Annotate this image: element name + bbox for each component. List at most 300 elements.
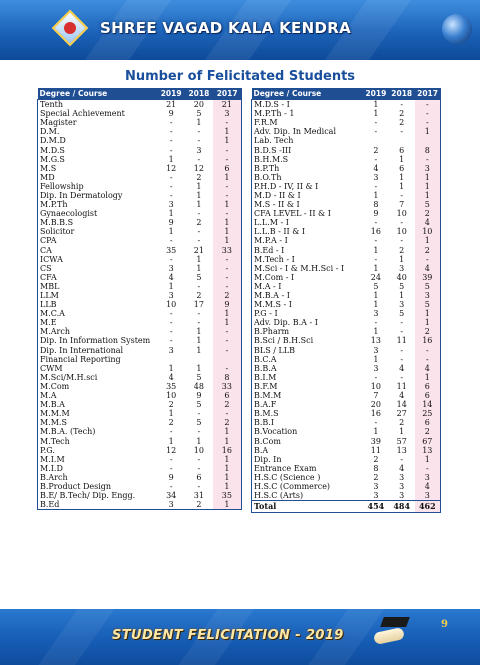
count-2018: 2: [399, 109, 405, 119]
count-2019: 3: [373, 172, 379, 182]
count-2018: -: [400, 372, 404, 382]
course-name: MBL: [40, 281, 60, 291]
count-2017: 1: [415, 309, 441, 318]
count-2019: 4: [168, 272, 174, 282]
count-2018: 3: [399, 491, 405, 501]
course-name: D.M.D: [40, 136, 66, 146]
count-2017: 1: [415, 373, 441, 382]
course-name: B.F.M: [254, 381, 278, 391]
table-row: [38, 464, 242, 473]
count-2018: 5: [399, 309, 405, 319]
count-2017: [415, 136, 441, 145]
count-2019: 16: [370, 227, 381, 237]
count-2019: 3: [373, 363, 379, 373]
course-name: B.E/ B.Tech/ Dip. Engg.: [40, 491, 136, 501]
count-2017: 16: [415, 336, 441, 345]
course-name: M.A - I: [254, 281, 282, 291]
count-2019: 1: [168, 281, 174, 291]
table-row: [252, 173, 441, 182]
course-name: M.I.M: [40, 454, 65, 464]
count-2018: -: [197, 281, 201, 291]
count-2019: 24: [370, 272, 381, 282]
count-2019: 9: [168, 218, 174, 228]
table-row: [252, 145, 441, 154]
count-2018: 4: [399, 391, 405, 401]
count-2017: 2: [213, 291, 242, 300]
count-2019: 10: [166, 391, 177, 401]
count-2019: 2: [168, 400, 174, 410]
count-2017: 5: [415, 300, 441, 309]
course-name: B.Ed - I: [254, 245, 285, 255]
course-name: Dip. In International: [40, 345, 124, 355]
course-name: P.G.: [40, 445, 55, 455]
count-2017: 2: [213, 400, 242, 409]
count-2018: 1: [399, 254, 405, 264]
course-name: Fellowship: [40, 181, 84, 191]
count-2018: -: [197, 227, 201, 237]
count-2017: 1: [213, 236, 242, 245]
table-row: [252, 155, 441, 164]
table-row: [252, 191, 441, 200]
table-row: [252, 455, 441, 464]
count-2018: 9: [196, 391, 202, 401]
table-row: [252, 364, 441, 373]
count-2019: -: [169, 427, 173, 437]
count-2017: -: [415, 355, 441, 364]
count-2018: [389, 136, 415, 145]
count-2018: -: [400, 127, 404, 137]
table-row: [38, 482, 242, 491]
table-row: [252, 418, 441, 427]
count-2018: 1: [399, 427, 405, 437]
count-2018: 1: [196, 263, 202, 273]
count-2019: 4: [373, 163, 379, 173]
count-2018: [185, 355, 213, 364]
count-2017: -: [213, 191, 242, 200]
count-2017: -: [415, 155, 441, 164]
count-2018: 1: [196, 254, 202, 264]
table-row: [252, 209, 441, 218]
count-2018: 3: [399, 472, 405, 482]
count-2019: 3: [168, 500, 174, 510]
count-2017: 14: [415, 400, 441, 409]
table-row: [252, 291, 441, 300]
count-2017: 25: [415, 409, 441, 418]
count-2018: 4: [399, 463, 405, 473]
count-2018: -: [197, 454, 201, 464]
count-2017: -: [213, 209, 242, 218]
count-2017: 3: [415, 473, 441, 482]
count-2017: -: [415, 109, 441, 118]
count-2017: 4: [415, 264, 441, 273]
course-name: M.E: [40, 318, 57, 328]
course-name: B.H.M.S: [254, 154, 289, 164]
count-2019: 12: [166, 163, 177, 173]
count-2017: 6: [213, 164, 242, 173]
table-row: [38, 327, 242, 336]
count-2019: -: [374, 254, 378, 264]
count-2018: -: [197, 427, 201, 437]
table-row: [38, 382, 242, 391]
count-2018: -: [400, 100, 404, 110]
count-2017: 16: [213, 446, 242, 455]
course-name: Financial Reporting: [40, 354, 121, 364]
course-name: M.M.M: [40, 409, 70, 419]
count-2017: 5: [415, 282, 441, 291]
count-2017: -: [213, 145, 242, 154]
count-2017: 1: [213, 318, 242, 327]
course-name: M.A: [40, 391, 57, 401]
course-name: B.Sci / B.H.Sci: [254, 336, 314, 346]
count-2019: 2: [373, 145, 379, 155]
count-2019: -: [374, 236, 378, 246]
table-row: [252, 327, 441, 336]
count-2017: 4: [415, 364, 441, 373]
count-2017: -: [415, 255, 441, 264]
course-name: B.B.A: [254, 363, 277, 373]
count-2017: 1: [415, 318, 441, 327]
count-2018: -: [197, 236, 201, 246]
table-row: [252, 100, 441, 110]
table-row: [38, 409, 242, 418]
count-2018: 1: [196, 200, 202, 210]
table-row: [38, 391, 242, 400]
table-row: [38, 136, 242, 145]
course-name: P.G - I: [254, 309, 278, 319]
course-name: B.A.F: [254, 400, 277, 410]
count-2019: -: [169, 190, 173, 200]
count-2019: -: [169, 118, 173, 128]
count-2017: 33: [213, 382, 242, 391]
course-name: H.S.C (Arts): [254, 491, 304, 501]
course-name: M.M.S - I: [254, 300, 292, 310]
count-2019: 1: [373, 190, 379, 200]
count-2018: 21: [193, 245, 204, 255]
count-2018: 10: [396, 227, 407, 237]
table-row: [252, 200, 441, 209]
course-name: M.B.A: [40, 400, 65, 410]
table-row: [38, 309, 242, 318]
table-row: [38, 145, 242, 154]
count-2017: [213, 355, 242, 364]
count-2018: 1: [196, 363, 202, 373]
course-name: M.B.A. (Tech): [40, 427, 96, 437]
year-2017-header: 2017: [213, 88, 242, 100]
count-2018: 5: [196, 400, 202, 410]
count-2019: 16: [370, 409, 381, 419]
table-row: [38, 100, 242, 110]
course-name: Special Achievement: [40, 109, 125, 119]
count-2019: -: [169, 236, 173, 246]
course-name: F.R.M: [254, 118, 278, 128]
page-number: 9: [441, 619, 448, 630]
course-name: M.P.Th: [40, 200, 68, 210]
count-2017: 1: [213, 427, 242, 436]
course-name: B.Vocation: [254, 427, 298, 437]
table-row: [252, 109, 441, 118]
count-2017: -: [415, 100, 441, 110]
table-row: [252, 309, 441, 318]
count-2019: -: [169, 136, 173, 146]
table-row: [38, 227, 242, 236]
total-label: Total: [252, 501, 363, 513]
graduation-cap-icon: [380, 617, 410, 627]
table-row: [252, 236, 441, 245]
header-title: SHREE VAGAD KALA KENDRA: [100, 19, 351, 37]
count-2018: -: [400, 236, 404, 246]
count-2019: -: [374, 118, 378, 128]
count-2017: 2: [415, 427, 441, 436]
count-2019: 9: [168, 472, 174, 482]
count-2017: 2: [415, 327, 441, 336]
course-name: Dip. In Dermatology: [40, 190, 123, 200]
count-2017: -: [213, 273, 242, 282]
table-row: [38, 255, 242, 264]
course-name: Lab. Tech: [254, 136, 294, 146]
count-2018: -: [197, 309, 201, 319]
table-row: [38, 355, 242, 364]
table-row: [38, 473, 242, 482]
course-name: Magister: [40, 118, 77, 128]
table-row: [252, 473, 441, 482]
table-row: [252, 182, 441, 191]
count-2017: 1: [213, 455, 242, 464]
total-row: [252, 501, 441, 513]
count-2017: 1: [213, 309, 242, 318]
course-name: BLS / LLB: [254, 345, 295, 355]
count-2019: 12: [166, 445, 177, 455]
course-name: M.D - II & I: [254, 190, 301, 200]
count-2019: -: [169, 127, 173, 137]
count-2019: -: [374, 372, 378, 382]
table-row: [38, 273, 242, 282]
count-2018: 7: [399, 200, 405, 210]
course-name: L.L.M - I: [254, 218, 289, 228]
course-name: B.Pharm: [254, 327, 290, 337]
count-2017: 3: [415, 291, 441, 300]
course-name: B.A: [254, 445, 269, 455]
course-name: CWM: [40, 363, 63, 373]
course-name: B.M.S: [254, 409, 279, 419]
count-2017: 1: [213, 227, 242, 236]
count-2017: 21: [213, 100, 242, 110]
table-row: [38, 491, 242, 500]
table-row: [252, 409, 441, 418]
count-2018: 1: [196, 436, 202, 446]
count-2019: 3: [373, 345, 379, 355]
total-2019: 454: [363, 501, 389, 513]
table-row: [38, 418, 242, 427]
count-2019: 1: [168, 227, 174, 237]
count-2017: -: [213, 255, 242, 264]
course-name: B.Product Design: [40, 481, 112, 491]
count-2019: 3: [168, 263, 174, 273]
table-row: [38, 336, 242, 345]
count-2017: -: [213, 346, 242, 355]
table-row: [252, 218, 441, 227]
table-row: [252, 118, 441, 127]
count-2018: -: [400, 454, 404, 464]
table-row: [38, 200, 242, 209]
course-name: M.C.A: [40, 309, 65, 319]
count-2019: 4: [168, 372, 174, 382]
count-2017: 13: [415, 446, 441, 455]
right-students-table: [251, 88, 441, 513]
count-2018: -: [400, 318, 404, 328]
count-2018: 2: [399, 418, 405, 428]
count-2018: 5: [196, 109, 202, 119]
count-2018: 5: [399, 281, 405, 291]
course-column-header: Degree / Course: [252, 88, 363, 100]
table-row: [38, 173, 242, 182]
table-row: [252, 346, 441, 355]
count-2017: 1: [213, 473, 242, 482]
count-2017: 8: [213, 373, 242, 382]
count-2018: 57: [396, 436, 407, 446]
count-2019: 34: [166, 491, 177, 501]
count-2018: 20: [193, 100, 204, 110]
count-2018: 6: [399, 145, 405, 155]
table-row: [252, 373, 441, 382]
course-name: B.O.Th: [254, 172, 282, 182]
count-2017: -: [213, 264, 242, 273]
count-2019: 3: [168, 200, 174, 210]
year-2018-header: 2018: [389, 88, 415, 100]
table-row: [38, 436, 242, 445]
course-name: CPA: [40, 236, 57, 246]
count-2018: 2: [196, 172, 202, 182]
count-2017: 1: [213, 482, 242, 491]
count-2018: -: [400, 190, 404, 200]
course-name: M.M.S: [40, 418, 67, 428]
count-2019: 20: [370, 400, 381, 410]
course-name: M.I.D: [40, 463, 63, 473]
count-2018: 1: [399, 172, 405, 182]
table-header-row: [38, 88, 242, 100]
table-row: [252, 400, 441, 409]
count-2018: -: [197, 136, 201, 146]
year-2018-header: 2018: [185, 88, 213, 100]
table-row: [38, 346, 242, 355]
table-row: [252, 318, 441, 327]
count-2018: 6: [196, 472, 202, 482]
count-2018: 2: [196, 291, 202, 301]
course-name: B.Com: [254, 436, 281, 446]
table-row: [252, 382, 441, 391]
count-2019: 2: [168, 418, 174, 428]
course-name: CA: [40, 245, 52, 255]
table-row: [38, 364, 242, 373]
count-2019: -: [169, 172, 173, 182]
table-row: [38, 118, 242, 127]
count-2017: 1: [415, 173, 441, 182]
count-2018: 2: [399, 118, 405, 128]
count-2018: 11: [396, 381, 407, 391]
table-row: [252, 264, 441, 273]
table-row: [252, 273, 441, 282]
count-2017: 1: [415, 455, 441, 464]
table-row: [38, 127, 242, 136]
table-row: [38, 264, 242, 273]
table-row: [38, 446, 242, 455]
course-name: M.G.S: [40, 154, 65, 164]
count-2017: 1: [415, 127, 441, 136]
table-row: [252, 391, 441, 400]
course-name: M.Tech: [40, 436, 70, 446]
count-2018: 1: [196, 181, 202, 191]
count-2019: 1: [373, 263, 379, 273]
course-name: M.S: [40, 163, 57, 173]
count-2019: 1: [373, 245, 379, 255]
count-2018: 5: [196, 372, 202, 382]
count-2019: 9: [168, 109, 174, 119]
course-name: H.S.C (Commerce): [254, 481, 331, 491]
count-2017: -: [213, 118, 242, 127]
count-2018: 2: [399, 245, 405, 255]
table-row: [38, 427, 242, 436]
count-2018: 31: [193, 491, 204, 501]
course-column-header: Degree / Course: [38, 88, 158, 100]
count-2019: 8: [373, 200, 379, 210]
table-row: [252, 355, 441, 364]
count-2019: 8: [373, 463, 379, 473]
course-name: B.Ed: [40, 500, 60, 510]
count-2019: 1: [168, 363, 174, 373]
count-2017: 1: [415, 236, 441, 245]
count-2017: 67: [415, 436, 441, 445]
course-name: M.S - II & I: [254, 200, 300, 210]
count-2018: 5: [196, 418, 202, 428]
count-2017: -: [213, 282, 242, 291]
course-name: Adv. Dip. In Medical: [254, 127, 337, 137]
count-2019: -: [169, 463, 173, 473]
count-2018: 17: [193, 300, 204, 310]
course-name: H.S.C (Science ): [254, 472, 321, 482]
count-2018: 10: [396, 209, 407, 219]
count-2018: -: [197, 463, 201, 473]
count-2019: 1: [373, 109, 379, 119]
course-name: Tenth: [40, 100, 63, 110]
count-2018: -: [197, 481, 201, 491]
count-2019: 1: [373, 354, 379, 364]
count-2017: 1: [213, 218, 242, 227]
table-row: [252, 491, 441, 501]
count-2017: 1: [213, 173, 242, 182]
count-2019: 10: [370, 381, 381, 391]
total-2018: 484: [389, 501, 415, 513]
count-2018: 2: [196, 218, 202, 228]
count-2018: 1: [196, 118, 202, 128]
count-2019: -: [169, 454, 173, 464]
table-row: [38, 246, 242, 255]
course-name: Dip. In Information System: [40, 336, 151, 346]
count-2017: 6: [415, 391, 441, 400]
count-2018: 48: [193, 381, 204, 391]
course-name: M.Com: [40, 381, 70, 391]
count-2019: 3: [168, 291, 174, 301]
count-2019: 35: [166, 381, 177, 391]
count-2019: 3: [373, 491, 379, 501]
count-2019: 1: [373, 327, 379, 337]
course-name: M.B.A - I: [254, 291, 290, 301]
table-row: [252, 127, 441, 136]
course-name: CFA LEVEL - II & I: [254, 209, 331, 219]
count-2017: 9: [213, 300, 242, 309]
count-2019: [157, 355, 185, 364]
total-2017: 462: [415, 501, 441, 513]
count-2019: 2: [373, 472, 379, 482]
table-row: [38, 500, 242, 510]
